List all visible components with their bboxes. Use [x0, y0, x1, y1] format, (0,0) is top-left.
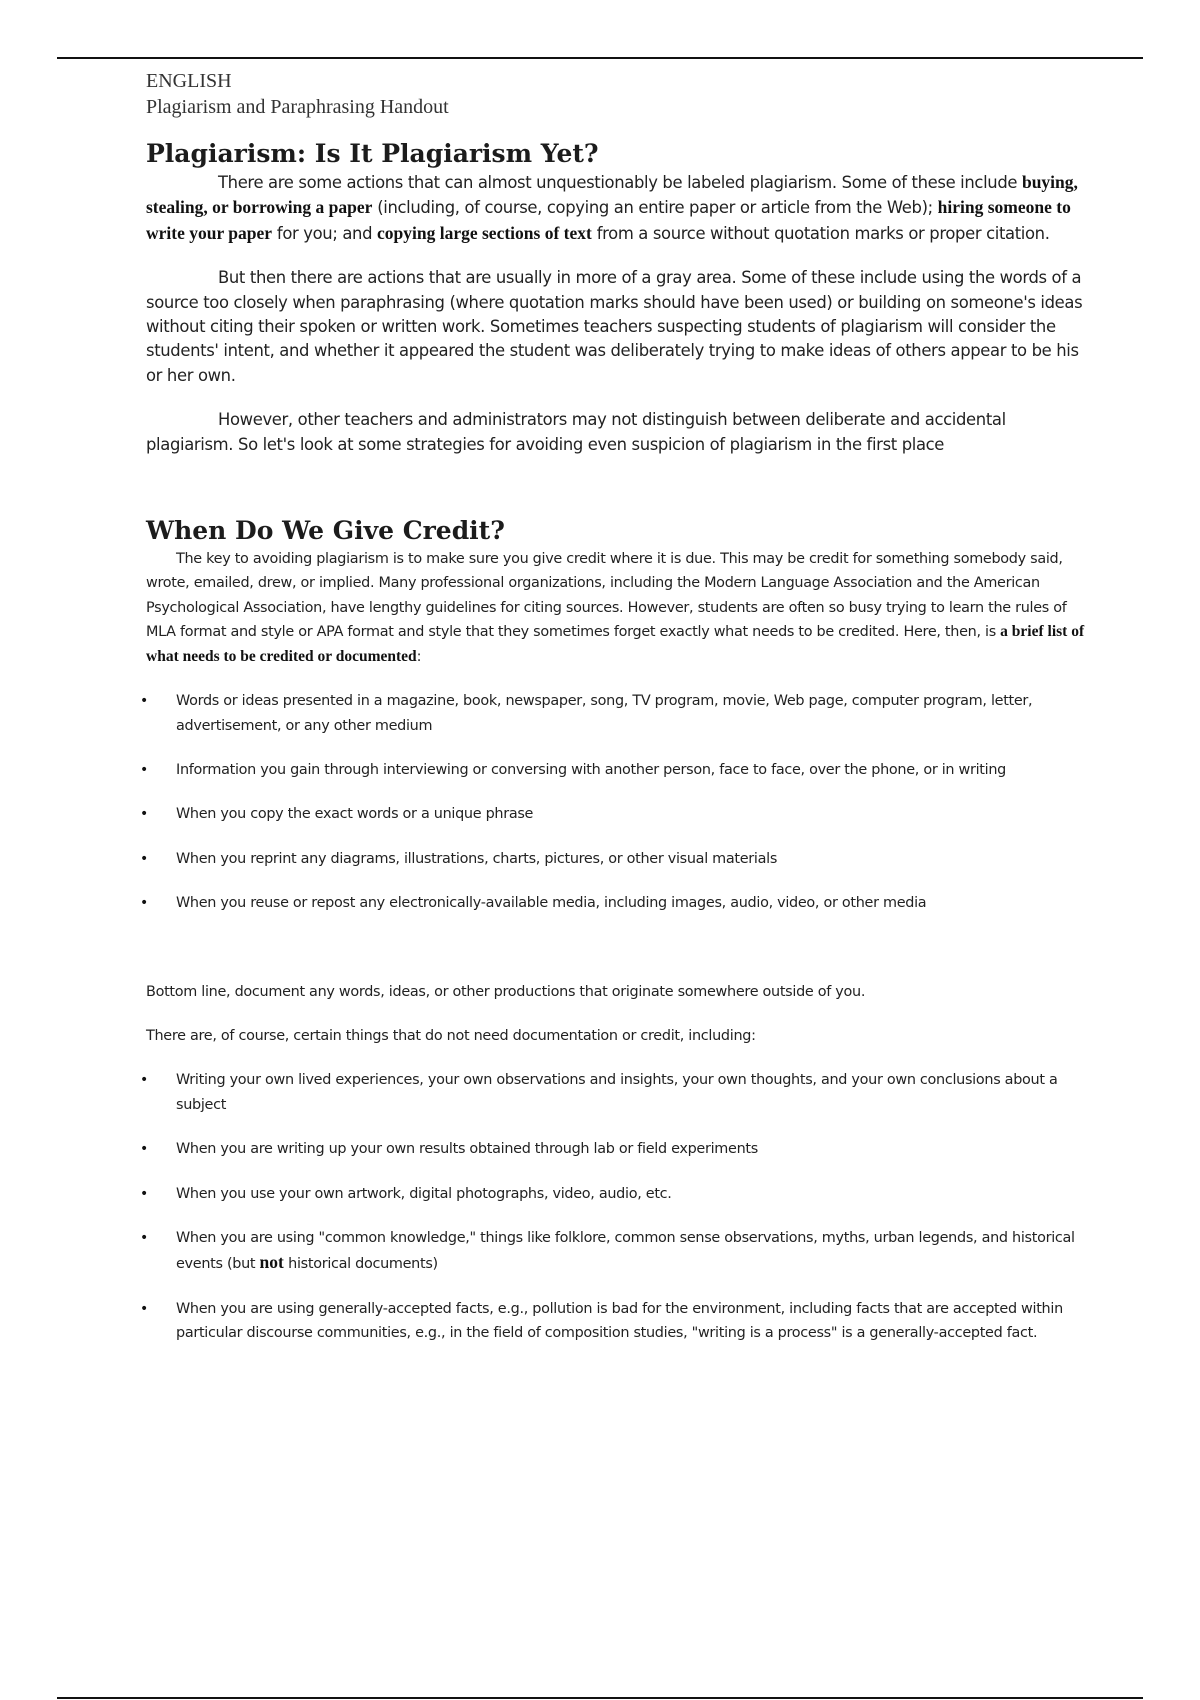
list-item	[140, 1068, 1092, 1117]
list-item	[140, 802, 1092, 826]
document-body	[140, 68, 1092, 1346]
bold-phrase-buying: buying, stealing, or borrowing a paper	[146, 172, 1078, 218]
text-run: for you; and	[272, 223, 377, 243]
bullet-icon: •	[140, 1141, 148, 1158]
bullet-icon: •	[140, 895, 148, 912]
bottom-rule	[57, 1697, 1143, 1699]
list-item	[140, 1297, 1092, 1346]
no-documentation-list	[140, 1068, 1092, 1345]
list-item-text: When you copy the exact words or a unique phrase	[176, 806, 534, 823]
section-title-credit: When Do We Give Credit?	[146, 516, 505, 546]
paragraph-no-documentation: There are, of course, certain things that do not need documentation or credit, including:	[146, 1027, 756, 1044]
list-item-text: historical documents)	[283, 1256, 438, 1273]
bullet-icon: •	[140, 1300, 148, 1317]
text-run: (including, of course, copying an entire paper or article from the Web);	[372, 198, 938, 218]
bullet-icon: •	[140, 693, 148, 710]
list-item-text: Writing your own lived experiences, your own observations and insights, your own thoughts, and your own conclusions about a subject	[176, 1072, 1058, 1113]
list-item-text: When you reprint any diagrams, illustrations, charts, pictures, or other visual materials	[176, 850, 778, 867]
text-run: :	[416, 648, 422, 665]
paragraph-bottom-line: Bottom line, document any words, ideas, or other productions that originate somewhere outside of you.	[146, 983, 866, 1000]
list-item-text: When you are using generally-accepted facts, e.g., pollution is bad for the environment, including facts that are accepted within particular discourse communities, e.g., in the field of composition studies, "writing is a process" is a generally-accepted fact.	[176, 1300, 1063, 1342]
bold-phrase-brief-list: a brief list of what needs to be credited or documented	[146, 623, 1085, 665]
list-item-text: When you reuse or repost any electronically-available media, including images, audio, video, or other media	[176, 895, 927, 912]
list-item	[140, 1226, 1092, 1277]
credit-list	[140, 689, 1092, 915]
list-item	[140, 758, 1092, 782]
paragraph-strategies: However, other teachers and administrators may not distinguish between deliberate and accidental plagiarism. So let's look at some strategies for avoiding even suspicion of plagiarism in the first place	[146, 410, 1006, 454]
list-item-text: Information you gain through interviewing or conversing with another person, face to face, over the phone, or in writing	[176, 761, 1006, 778]
bullet-icon: •	[140, 850, 148, 867]
text-run: The key to avoiding plagiarism is to make sure you give credit where it is due. This may be credit for something somebody said, wrote, emailed, drew, or implied. Many professional organizations, including the Modern Language Association and the American Psychological Association, have lengthy guidelines for citing sources. However, students are often so busy trying to learn the rules of MLA format and style or APA format and style that they sometimes forget exactly what needs to be credited. Here, then, is	[146, 551, 1067, 641]
paragraph-credit-intro	[146, 547, 1092, 669]
list-item-text: Words or ideas presented in a magazine, book, newspaper, song, TV program, movie, Web page, computer program, letter, advertisement, or any other medium	[176, 693, 1033, 734]
top-rule	[57, 57, 1143, 59]
bullet-icon: •	[140, 1185, 148, 1202]
bold-phrase-copying: copying large sections of text	[377, 222, 592, 243]
list-item	[140, 891, 1092, 915]
list-item	[140, 1182, 1092, 1206]
bullet-icon: •	[140, 806, 148, 823]
handout-title: Plagiarism and Paraphrasing Handout	[146, 96, 449, 118]
subject-label: ENGLISH	[146, 70, 232, 92]
bold-word-not: not	[259, 1252, 284, 1273]
list-item-text: When you are using "common knowledge," things like folklore, common sense observations, myths, urban legends, and historical events (but	[176, 1229, 1075, 1273]
list-item-text: When you use your own artwork, digital photographs, video, audio, etc.	[176, 1185, 672, 1202]
list-item	[140, 1137, 1092, 1161]
section-title-plagiarism: Plagiarism: Is It Plagiarism Yet?	[146, 139, 599, 168]
paragraph-clear-plagiarism	[146, 170, 1092, 246]
list-item	[140, 847, 1092, 871]
bullet-icon: •	[140, 1072, 148, 1089]
paragraph-gray-area: But then there are actions that are usually in more of a gray area. Some of these include using the words of a source too closely when paraphrasing (where quotation marks should have been used) or building on someone's ideas without citing their spoken or written work. Sometimes teachers suspecting students of plagiarism will consider the students' intent, and whether it appeared the student was deliberately trying to make ideas of others appear to be his or her own.	[146, 268, 1083, 385]
text-run: There are some actions that can almost unquestionably be labeled plagiarism. Some of these include	[218, 173, 1022, 192]
bullet-icon: •	[140, 761, 148, 778]
text-run: from a source without quotation marks or proper citation.	[591, 223, 1050, 243]
list-item	[140, 689, 1092, 738]
bullet-icon: •	[140, 1229, 148, 1246]
list-item-text: When you are writing up your own results obtained through lab or field experiments	[176, 1141, 758, 1158]
bold-phrase-hiring: hiring someone to write your paper	[146, 197, 1071, 243]
